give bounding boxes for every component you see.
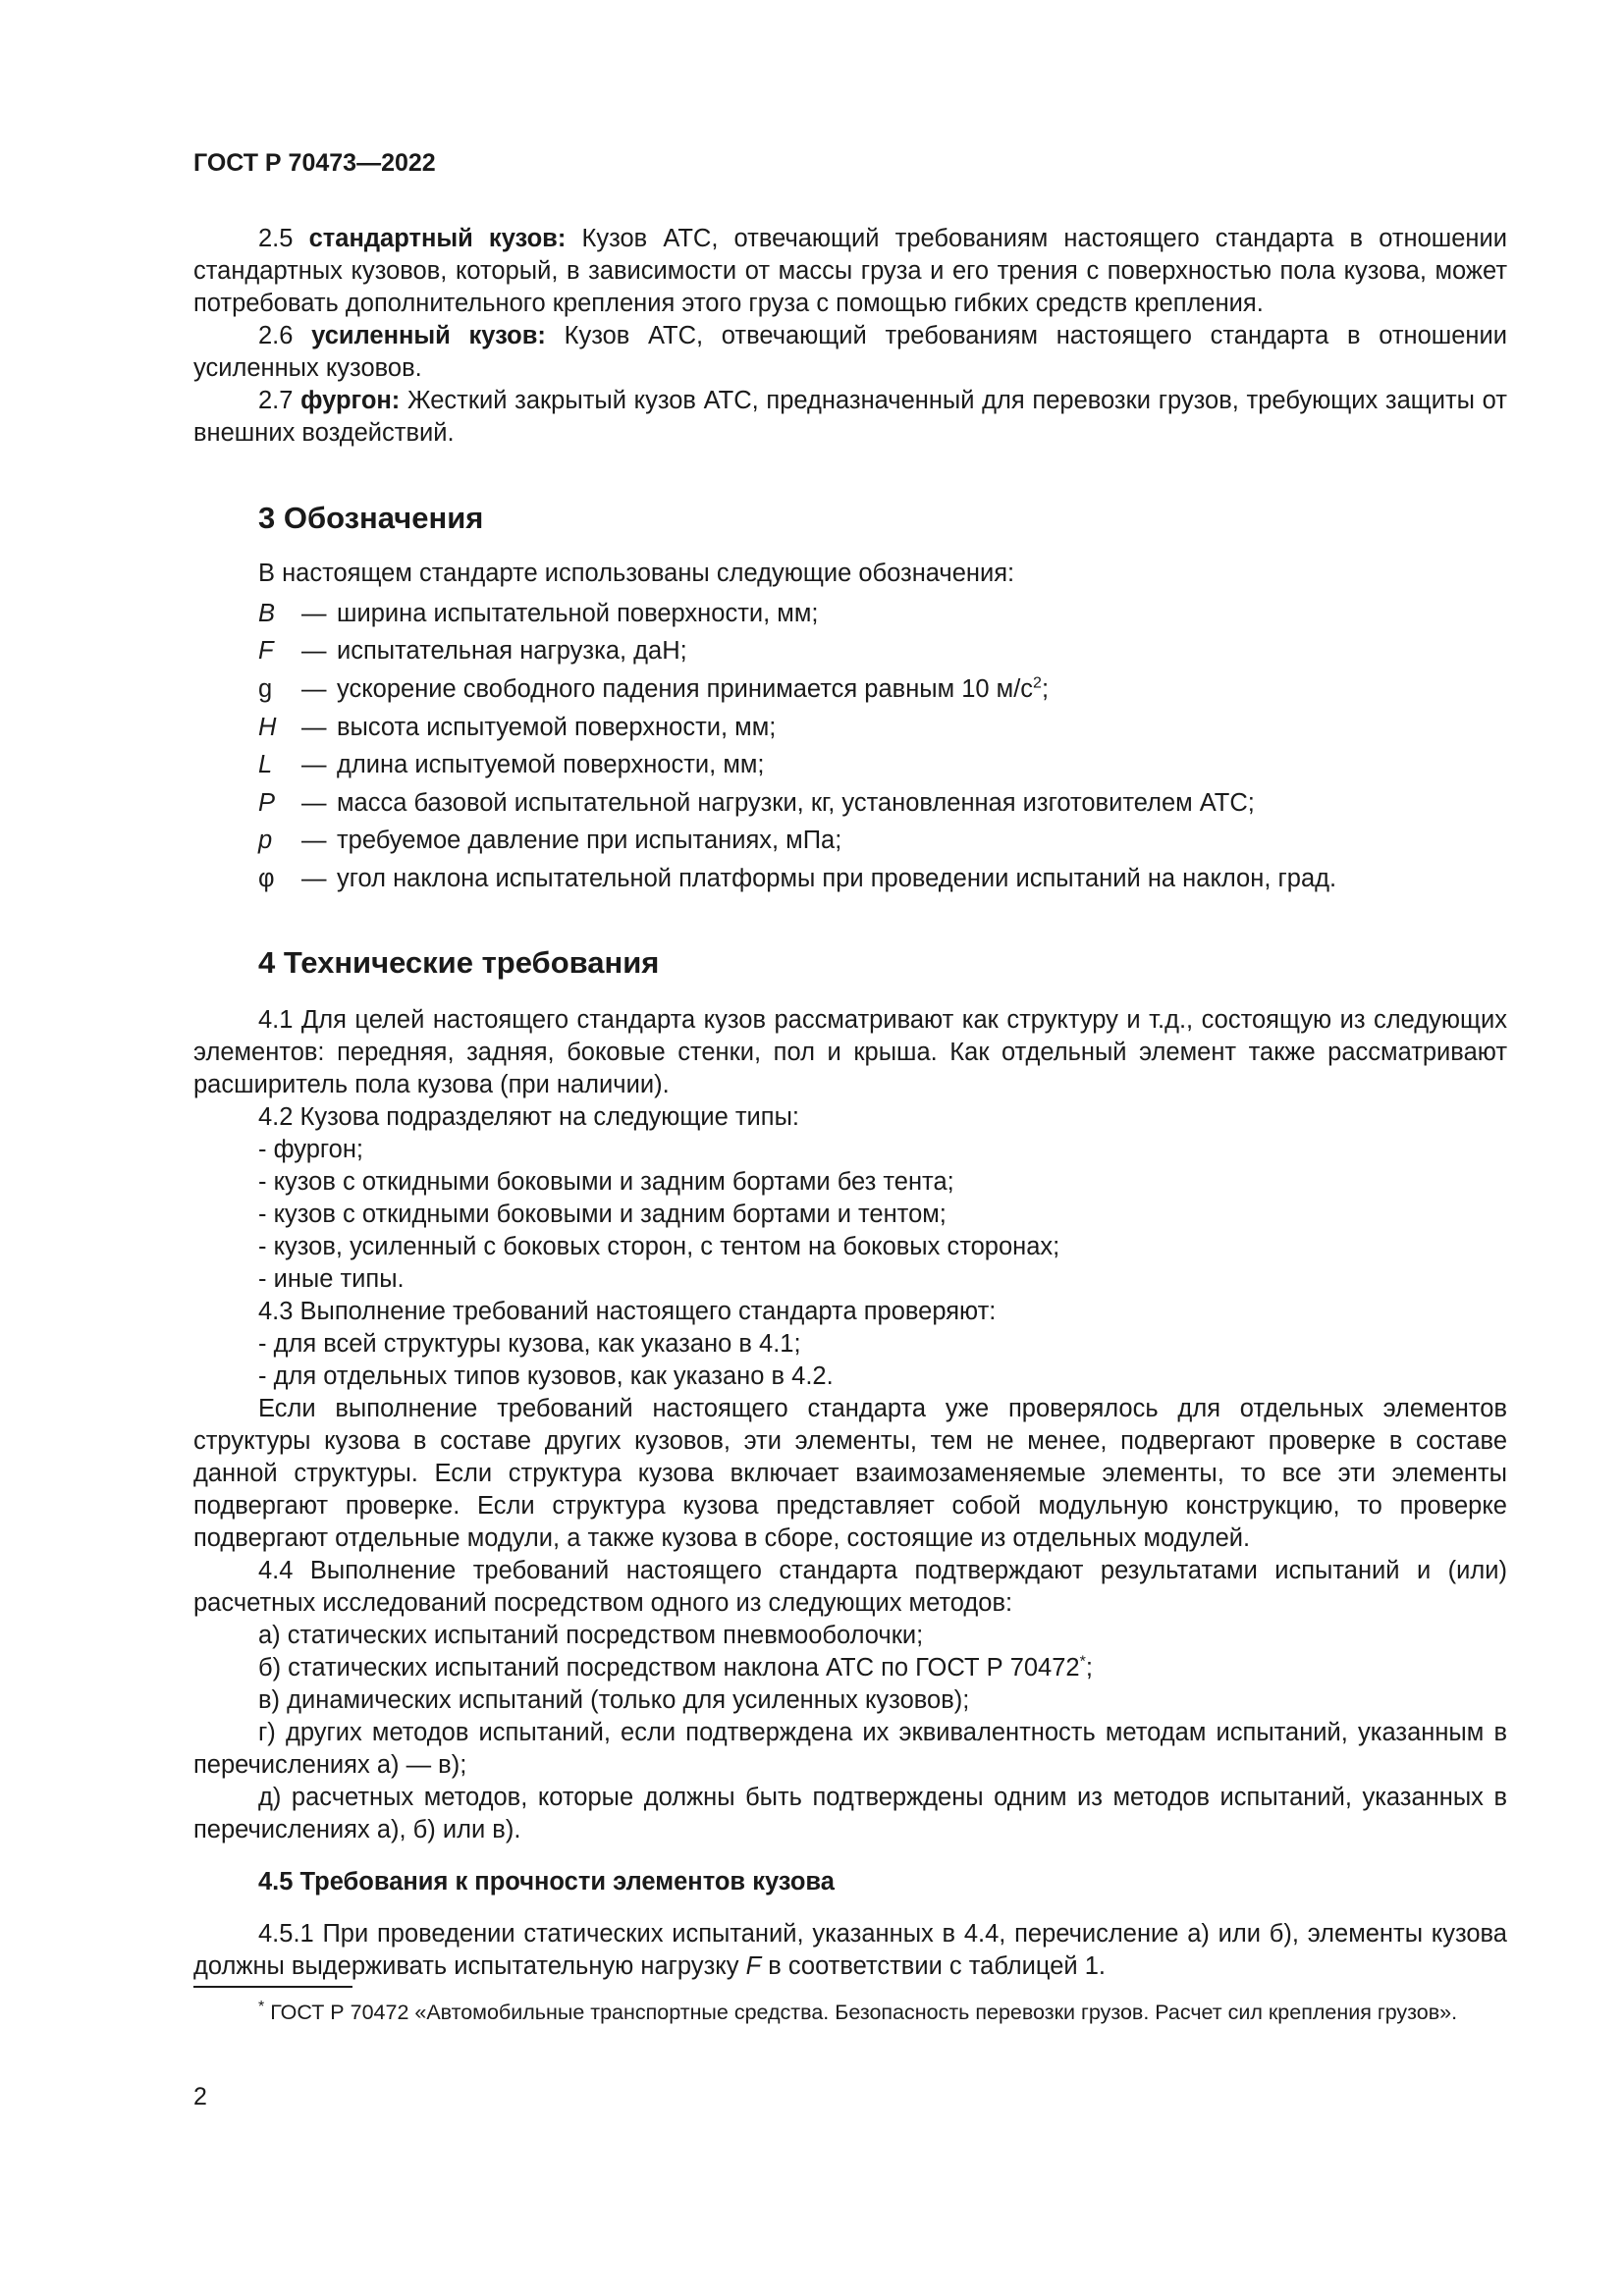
footnote-mark: * xyxy=(1079,1653,1086,1671)
method-item-g: г) других методов испытаний, если подтверждена их эквивалентность методам испытаний, указанным в перечислениях а) — в); xyxy=(193,1719,1507,1779)
page-number: 2 xyxy=(193,2083,207,2110)
symbol-row: p — требуемое давление при испытаниях, мПа; xyxy=(258,827,842,855)
symbol-row: B — ширина испытательной поверхности, мм; xyxy=(258,599,819,627)
para-4-3-note: Если выполнение требований настоящего стандарта уже проверялось для отдельных элементов структуры кузова в составе других кузовов, эти элементы, тем не менее, подвергают проверке в составе данной структуры. Если структура кузова включает взаимозаменяемые элементы, то все эти элементы подвергают проверке. Если структура кузова представляет собой модульную конструкцию, то проверке подвергают отдельные модули, а также кузова в сборе, состоящие из отдельных модулей. xyxy=(193,1395,1507,1552)
body-type-item: - кузов с откидными боковыми и задним бортами и тентом; xyxy=(258,1201,947,1228)
para-4-3: 4.3 Выполнение требований настоящего стандарта проверяют: xyxy=(258,1298,997,1325)
body-type-item: - кузов с откидными боковыми и задним бортами без тента; xyxy=(258,1168,954,1196)
method-item-d: д) расчетных методов, которые должны быть подтверждены одним из методов испытаний, указанных в перечислениях а), б) или в). xyxy=(193,1784,1507,1843)
terms-block xyxy=(193,223,1507,450)
requirements-block xyxy=(193,1004,1507,1846)
section-4-title: 4 Технические требования xyxy=(258,945,660,980)
symbols-intro: В настоящем стандарте использованы следующие обозначения: xyxy=(258,560,1015,587)
method-item-a: а) статических испытаний посредством пневмооболочки; xyxy=(258,1622,924,1649)
term-2-7: 2.7 фургон: Жесткий закрытый кузов АТС, предназначенный для перевозки грузов, требующих защиты от внешних воздействий. xyxy=(193,387,1507,447)
symbol-row: g — ускорение свободного падения принимается равным 10 $м/с^2$; xyxy=(258,674,1050,703)
term-2-6: 2.6 усиленный кузов: Кузов АТС, отвечающий требованиям настоящего стандарта в отношении усиленных кузовов. xyxy=(193,322,1507,382)
footnote: * ГОСТ Р 70472 «Автомобильные транспортные средства. Безопасность перевозки грузов. Расчет сил крепления грузов». xyxy=(258,1998,1458,2024)
para-4-2: 4.2 Кузова подразделяют на следующие типы: xyxy=(258,1103,799,1131)
subsection-4-5-title: 4.5 Требования к прочности элементов кузова xyxy=(258,1868,835,1896)
symbols-block xyxy=(193,558,1507,898)
section-3-title: 3 Обозначения xyxy=(258,501,484,535)
term-2-5: 2.5 стандартный кузов: Кузов АТС, отвечающий требованиям настоящего стандарта в отношении стандартных кузовов, который, в зависимости от массы груза и его трения с поверхностью пола кузова, может потребовать дополнительного крепления этого груза с помощью гибких средств крепления. xyxy=(193,225,1508,317)
document-header: ГОСТ Р 70473—2022 xyxy=(193,149,436,177)
body-type-item: - фургон; xyxy=(258,1136,364,1163)
symbol-row: P — масса базовой испытательной нагрузки, кг, установленная изготовителем АТС; xyxy=(258,788,1255,817)
method-item-b: б) статических испытаний посредством наклона АТС по ГОСТ Р 70472*; xyxy=(258,1653,1093,1682)
body-type-item: - кузов, усиленный с боковых сторон, с тентом на боковых сторонах; xyxy=(258,1233,1060,1260)
para-4-5-1-block xyxy=(193,1918,1507,1983)
footnote-divider xyxy=(193,1986,352,1988)
symbol-row: L — длина испытуемой поверхности, мм; xyxy=(258,751,765,779)
para-4-1: 4.1 Для целей настоящего стандарта кузов рассматривают как структуру и т.д., состоящую из следующих элементов: передняя, задняя, боковые стенки, пол и крыша. Как отдельный элемент также рассматривают расширитель пола кузова (при наличии). xyxy=(193,1006,1507,1098)
symbol-row: φ — угол наклона испытательной платформы при проведении испытаний на наклон, град. xyxy=(258,864,1337,892)
body-type-item: - иные типы. xyxy=(258,1265,405,1293)
symbol-row: F — испытательная нагрузка, даН; xyxy=(258,637,687,666)
check-item: - для отдельных типов кузовов, как указано в 4.2. xyxy=(258,1362,834,1390)
para-4-4: 4.4 Выполнение требований настоящего стандарта подтверждают результатами испытаний и (или) расчетных исследований посредством одного из следующих методов: xyxy=(193,1557,1507,1617)
symbol-row: H — высота испытуемой поверхности, мм; xyxy=(258,713,777,741)
method-item-v: в) динамических испытаний (только для усиленных кузовов); xyxy=(258,1686,970,1714)
check-item: - для всей структуры кузова, как указано в 4.1; xyxy=(258,1330,801,1358)
para-4-5-1: 4.5.1 При проведении статических испытаний, указанных в 4.4, перечисление а) или б), элементы кузова должны выдерживать испытательную нагрузку F в соответствии с таблицей 1. xyxy=(193,1920,1507,1980)
